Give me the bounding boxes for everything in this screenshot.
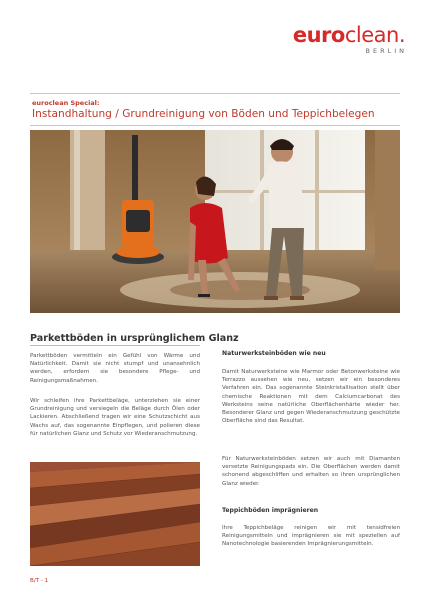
left-heading-rule <box>30 345 200 346</box>
parquet-floor-photo <box>30 462 200 566</box>
parquet-paragraph-1: Parkettböden vermitteln ein Gefühl von Wärme und Natürlichkeit. Damit sie nicht stumpf und unansehnlich werden, erfordern sie besondere Pflege- und Reinigungsmaßnahmen. <box>30 353 200 384</box>
header-kicker: euroclean Special: <box>32 99 100 107</box>
section-title-stone: Naturwerksteinböden wie neu <box>222 350 326 357</box>
brand-name-light: clean. <box>344 23 405 47</box>
section-title-parquet: Parkettböden in ursprünglichem Glanz <box>30 333 239 344</box>
cleaning-photo <box>30 130 400 313</box>
parquet-paragraph-2: Wir schleifen ihre Parkettbeläge, unterziehen sie einer Grundreinigung und versiegeln die Beläge durch Ölen oder Lackieren. Abschließend tragen wir eine Schutzschicht aus Wachs auf, das sogenannte Einpflegen, und polieren diese für natürlichen Glanz und Schutz vor Wiederanschmutzung. <box>30 398 200 437</box>
brand-name-bold: euro <box>292 23 345 47</box>
brand-logo <box>293 24 405 55</box>
page-number: B/T - 1 <box>30 578 49 584</box>
page-title: Instandhaltung / Grundreinigung von Böden und Teppichbelegen <box>32 108 375 120</box>
section-title-carpet: Teppichböden imprägnieren <box>222 507 319 514</box>
brand-city: BERLIN <box>365 47 407 55</box>
carpet-paragraph: Ihre Teppichbeläge reinigen wir mit tensidfreien Reinigungsmitteln und imprägnieren sie mit speziellen auf Nanotechnologie basierenden Imprägnierungsmitteln. <box>222 525 400 548</box>
stone-paragraph-1: Damit Naturwerksteine wie Marmor oder Betonwerksteine wie Terrazzo aussehen wie neu, setzen wir ein besonderes Verfahren ein. Das sogenannte Steinkristallisation stellt über chemische Reaktionen mit dem Calciumcarbonat des Werksteins seine natürliche Oberflächenhärte wieder her. Besonderer Glanz und gegen Wiederanschmutzung geschützte Oberfläche sind das Resultat. <box>222 369 400 425</box>
header-rule-bottom <box>30 125 400 126</box>
stone-paragraph-2: Für Naturwerksteinböden setzen wir auch mit Diamanten versetzte Reinigungspads ein. Die Oberflächen werden damit schonend abgeschliffen und erhalten so ihren ursprünglichen Glanz wieder. <box>222 456 400 487</box>
brand-wordmark <box>293 24 405 46</box>
header-rule-top <box>30 93 400 94</box>
